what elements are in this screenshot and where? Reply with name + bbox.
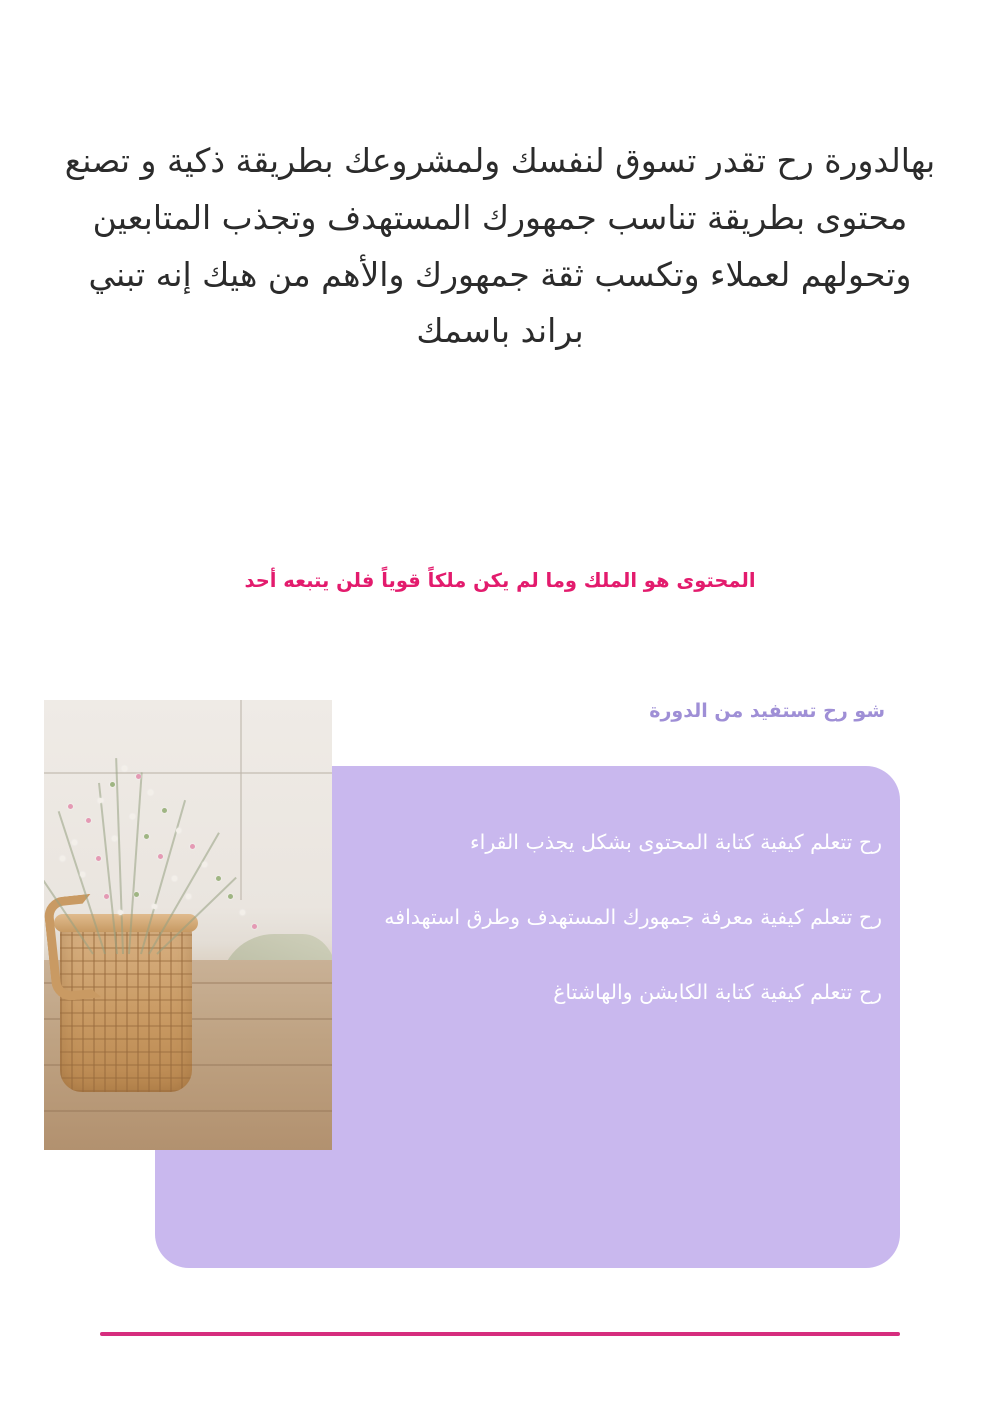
benefits-list xyxy=(362,826,882,1010)
photo-scene xyxy=(44,700,332,1150)
tagline-text: المحتوى هو الملك وما لم يكن ملكاً قوياً فلن يتبعه أحد xyxy=(244,568,756,592)
benefit-item-1: رح تتعلم كيفية كتابة المحتوى بشكل يجذب القراء xyxy=(470,830,882,854)
benefit-item-2: رح تتعلم كيفية معرفة جمهورك المستهدف وطرق استهدافه xyxy=(384,905,882,930)
bouquet-shape xyxy=(52,744,322,954)
benefit-item-3: رح تتعلم كيفية كتابة الكابشن والهاشتاغ xyxy=(553,980,882,1005)
intro-paragraph: بهالدورة رح تقدر تسوق لنفسك ولمشروعك بطريقة ذكية و تصنع محتوى بطريقة تناسب جمهورك المستهدف وتجذب المتابعين وتحولهم لعملاء وتكسب ثقة جمهورك والأهم من هيك إنه تبني براند باسمك xyxy=(64,141,936,351)
decorative-photo xyxy=(44,700,332,1150)
benefits-subheading: شو رح تستفيد من الدورة xyxy=(649,700,885,722)
bottom-divider xyxy=(100,1332,900,1336)
